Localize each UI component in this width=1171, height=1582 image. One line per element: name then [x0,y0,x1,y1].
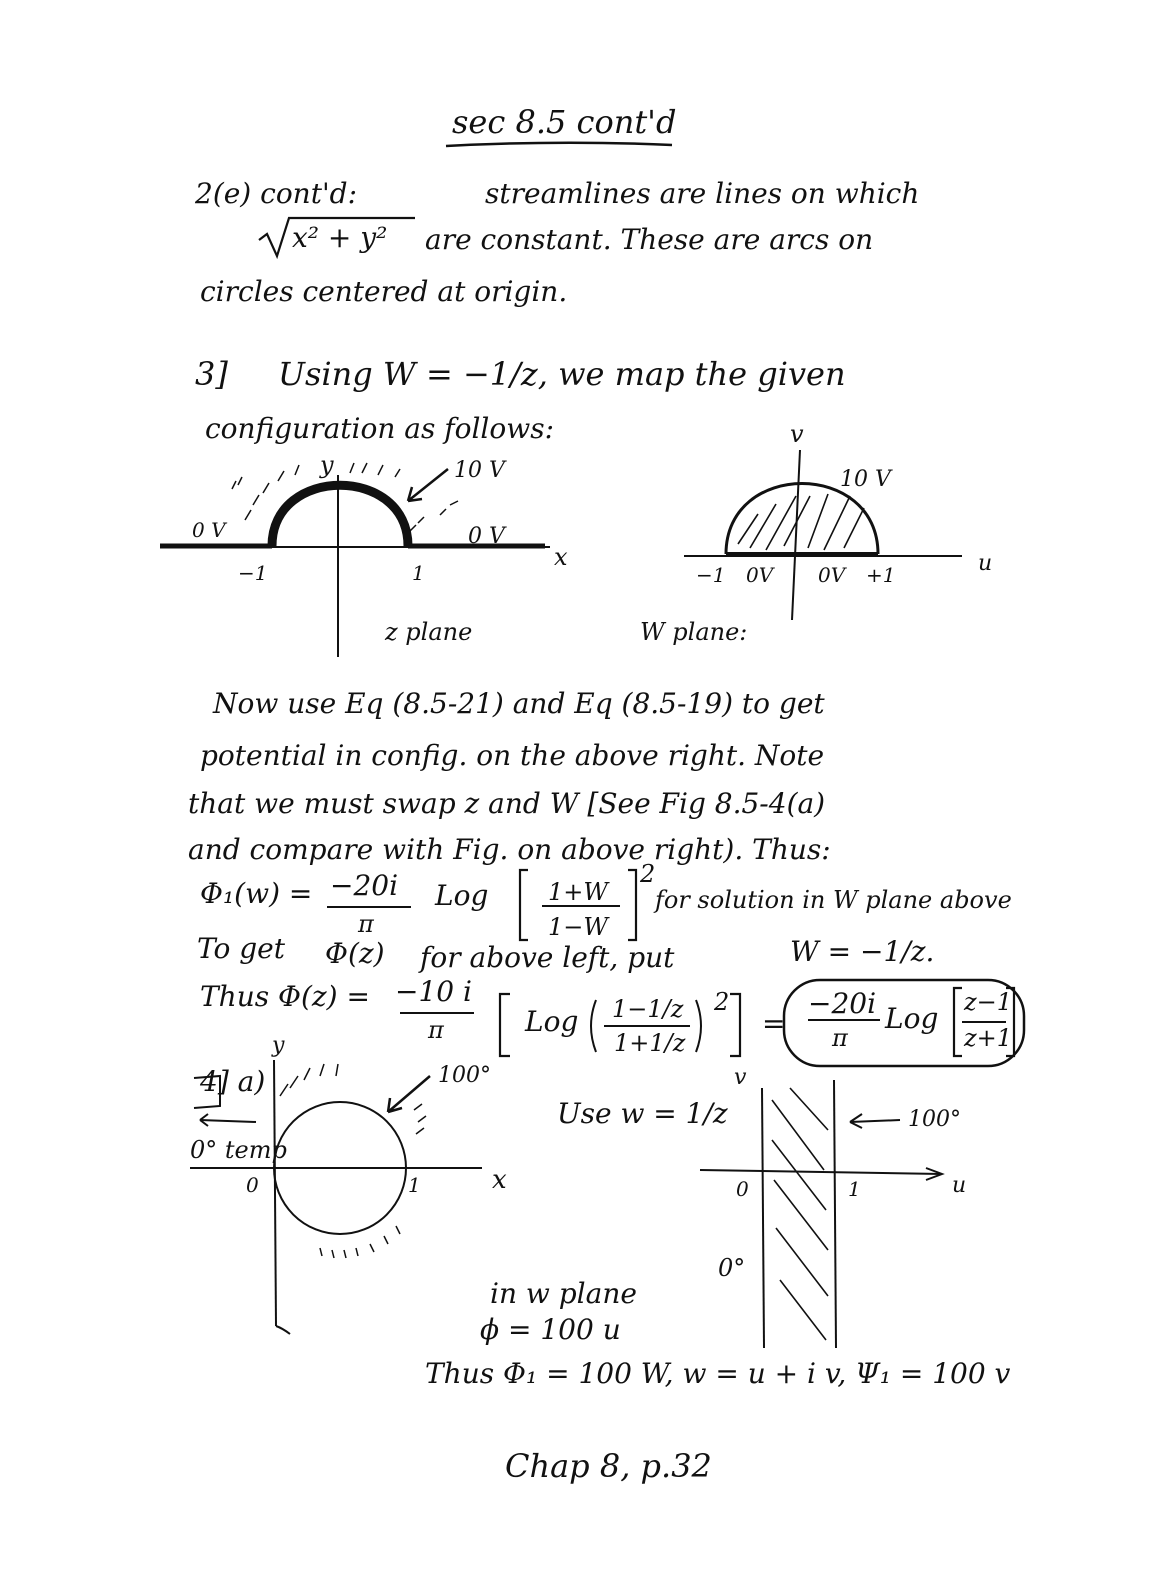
part4-y-axis [274,1060,276,1326]
z-plane-y-label: y [320,451,334,479]
part2-line3: circles centered at origin. [200,275,568,308]
w-plane-diagram [680,420,1010,630]
part4-use-text: Use w = 1/z [557,1097,728,1130]
part3-line2: configuration as follows: [205,412,555,445]
z-plane-diagram [150,445,600,665]
eq1-log: Log [435,879,489,912]
title-underline [440,138,680,152]
eq1-den: π [358,910,374,938]
z-plane-left-tick: −1 [238,561,268,585]
part4-w-u-axis [700,1170,942,1174]
boxed-frac-num: z−1 [964,988,1013,1016]
part4-temp-label: 0° temp [190,1136,287,1164]
eq3-den: π [428,1016,444,1044]
part4-w-u-label: u [952,1173,967,1198]
boxed-num: −20i [808,987,877,1020]
z-plane-semicircle [272,485,408,546]
part4-w-temp: 100° [908,1107,961,1132]
eq3-log: Log [525,1005,579,1038]
part4-hatch [280,1064,426,1258]
w-plane-semicircle [726,484,878,555]
part2-label: 2(e) cont'd: [195,177,358,210]
z-plane-x-label: x [554,543,568,571]
eq2-sub: W = −1/z. [790,935,935,968]
body-line1: Now use Eq (8.5-21) and Eq (8.5-19) to get [213,687,825,720]
part4-phi-eq: ϕ = 100 u [480,1313,621,1346]
z-plane-hatch [232,463,458,531]
z-plane-left-voltage: 0 V [192,518,226,542]
part4-w-v-label: v [734,1065,747,1090]
eq3-frac-den: 1+1/z [614,1029,686,1057]
part4-one: 1 [408,1173,421,1197]
sqrt-expression: x² + y² [292,221,388,254]
part4-w-origin: 0 [736,1177,749,1201]
eq2-text-b: for above left, put [420,941,675,974]
z-plane-right-tick: 1 [412,561,425,585]
boxed-log: Log [885,1002,939,1035]
w-plane-left-tick: −1 [696,563,726,587]
page-footer: Chap 8, p.32 [505,1447,712,1485]
w-plane-caption: W plane: [640,618,748,646]
w-plane-right-voltage: 0V [818,563,846,587]
eq3-num: −10 i [395,975,472,1008]
eq2-text-a: To get [197,932,286,965]
z-plane-arrow [408,469,448,501]
eq1-power: 2 [640,860,656,888]
eq1-comment: for solution in W plane above [655,886,1012,914]
body-line2: potential in config. on the above right. Note [200,739,825,772]
boxed-frac-den: z+1 [964,1024,1013,1052]
part4-w-one: 1 [848,1177,861,1201]
part4-circle-temp: 100° [438,1063,491,1088]
w-plane-u-label: u [978,551,993,576]
z-plane-right-voltage: 0 V [468,524,505,549]
eq3-eq: = [762,1007,786,1040]
w-plane-arc-voltage: 10 V [840,467,891,492]
part4-w-diagram [690,1060,990,1360]
eq3-frac-num: 1−1/z [612,995,684,1023]
eq1-num: −20i [330,869,399,902]
eq3-power: 2 [714,988,730,1016]
eq2-phi: Φ(z) [325,937,385,970]
part4-in-w-plane: in w plane [490,1277,637,1310]
part4-label: 4] a) [200,1065,266,1098]
eq3-lhs: Thus Φ(z) = [200,980,370,1013]
page-title: sec 8.5 cont'd [452,103,677,141]
part2-line1: streamlines are lines on which [485,177,920,210]
part4-x-label: x [492,1165,507,1195]
eq1-lhs: Φ₁(w) = [200,877,313,910]
w-plane-hatch [738,494,864,550]
w-plane-v-axis [792,450,800,620]
part4-arrow [388,1076,430,1112]
part4-y-label: y [272,1033,285,1058]
part4-w-v-axis [762,1088,764,1348]
body-line4: and compare with Fig. on above right). Thus: [188,833,831,866]
part4-temp-arrow [200,1114,256,1126]
w-plane-left-voltage: 0V [746,563,774,587]
eq1-frac-num: 1+W [548,878,609,906]
part2-line2: are constant. These are arcs on [425,223,874,256]
part4-thus-line: Thus Φ₁ = 100 W, w = u + i v, Ψ₁ = 100 v [425,1357,1011,1390]
z-plane-caption: z plane [385,618,473,646]
eq1-frac-den: 1−W [548,913,609,941]
z-plane-arc-voltage: 10 V [454,458,505,483]
part3-line1: Using W = −1/z, we map the given [278,355,846,393]
w-plane-right-tick: +1 [866,563,896,587]
part4-w-zero-deg: 0° [718,1254,746,1282]
boxed-den: π [832,1024,848,1052]
part4-w-arrow [850,1114,900,1128]
part3-label: 3] [195,355,228,393]
part4-w-hatch [772,1088,828,1340]
part4-w-strip-right [834,1080,836,1348]
w-plane-v-label: v [790,420,804,448]
part4-origin: 0 [246,1173,259,1197]
body-line3: that we must swap z and W [See Fig 8.5-4(a) [188,787,826,820]
